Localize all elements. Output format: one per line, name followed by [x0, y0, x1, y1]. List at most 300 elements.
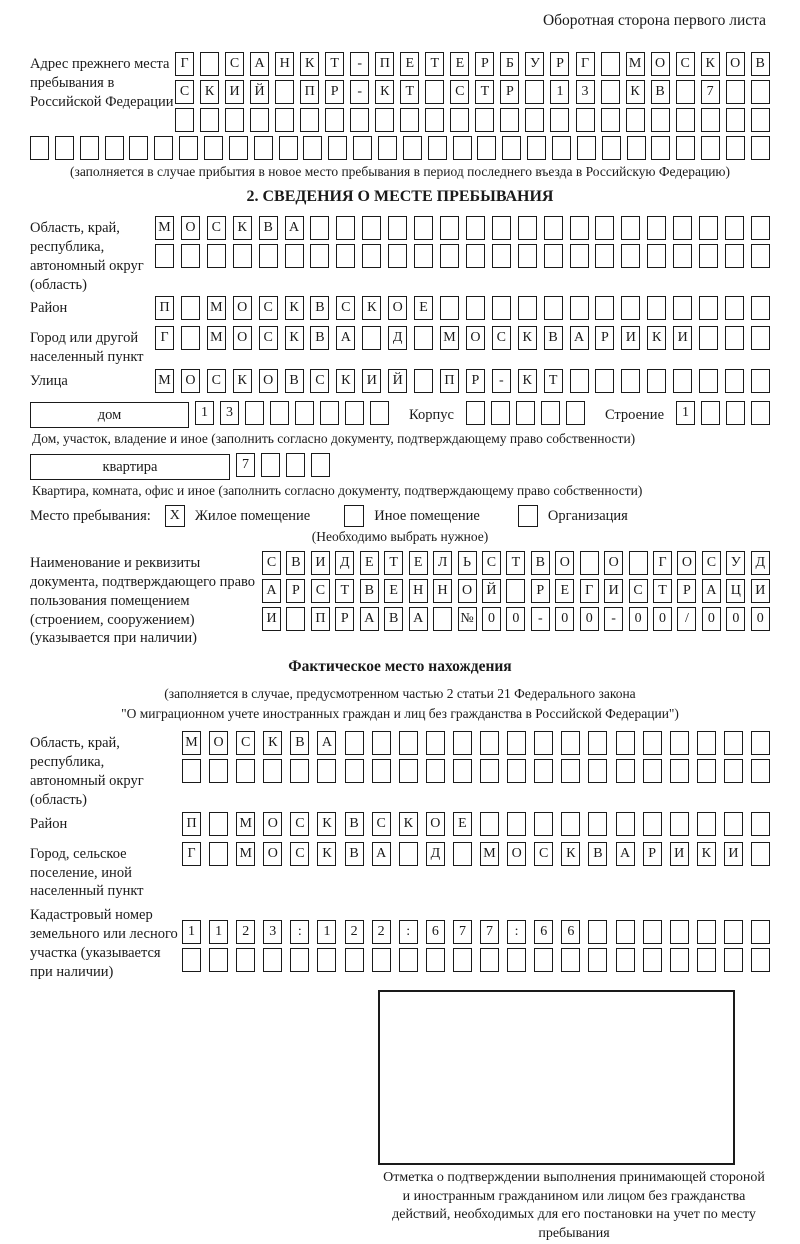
form-cell[interactable]: Ь: [458, 551, 477, 575]
form-cell[interactable]: [399, 842, 418, 866]
form-cell[interactable]: [751, 731, 770, 755]
form-cell[interactable]: [453, 759, 472, 783]
form-cell[interactable]: [588, 731, 607, 755]
form-cell[interactable]: А: [360, 607, 379, 631]
form-cell[interactable]: [588, 812, 607, 836]
form-cell[interactable]: [699, 244, 718, 268]
form-cell[interactable]: Р: [466, 369, 485, 393]
form-cell[interactable]: Г: [576, 52, 595, 76]
form-cell[interactable]: [466, 296, 485, 320]
form-cell[interactable]: [475, 108, 494, 132]
form-cell[interactable]: [209, 842, 228, 866]
form-cell[interactable]: Е: [384, 579, 403, 603]
form-cell[interactable]: [440, 296, 459, 320]
form-cell[interactable]: [518, 244, 537, 268]
form-cell[interactable]: [155, 244, 174, 268]
form-cell[interactable]: С: [336, 296, 355, 320]
form-cell[interactable]: О: [677, 551, 696, 575]
form-cell[interactable]: В: [384, 607, 403, 631]
form-cell[interactable]: [325, 108, 344, 132]
form-cell[interactable]: [285, 244, 304, 268]
form-cell[interactable]: М: [155, 216, 174, 240]
form-cell[interactable]: [601, 108, 620, 132]
form-cell[interactable]: К: [518, 369, 537, 393]
form-cell[interactable]: К: [399, 812, 418, 836]
form-cell[interactable]: П: [155, 296, 174, 320]
form-cell[interactable]: [751, 296, 770, 320]
form-cell[interactable]: [699, 216, 718, 240]
form-cell[interactable]: [651, 136, 670, 160]
form-cell[interactable]: Б: [500, 52, 519, 76]
form-cell[interactable]: [303, 136, 322, 160]
form-cell[interactable]: [492, 244, 511, 268]
form-cell[interactable]: С: [676, 52, 695, 76]
form-cell[interactable]: [525, 80, 544, 104]
form-cell[interactable]: А: [317, 731, 336, 755]
form-cell[interactable]: [30, 136, 49, 160]
form-cell[interactable]: Н: [409, 579, 428, 603]
form-cell[interactable]: [345, 731, 364, 755]
form-cell[interactable]: [570, 369, 589, 393]
form-cell[interactable]: [350, 108, 369, 132]
form-cell[interactable]: [570, 296, 589, 320]
form-cell[interactable]: И: [262, 607, 281, 631]
form-cell[interactable]: [362, 326, 381, 350]
form-cell[interactable]: [673, 244, 692, 268]
form-cell[interactable]: [697, 920, 716, 944]
form-cell[interactable]: :: [399, 920, 418, 944]
form-cell[interactable]: К: [285, 296, 304, 320]
form-cell[interactable]: [414, 326, 433, 350]
form-cell[interactable]: [286, 453, 305, 477]
form-cell[interactable]: Р: [531, 579, 550, 603]
form-cell[interactable]: Р: [550, 52, 569, 76]
form-cell[interactable]: 0: [482, 607, 501, 631]
form-cell[interactable]: [428, 136, 447, 160]
form-cell[interactable]: [621, 296, 640, 320]
form-cell[interactable]: [602, 136, 621, 160]
form-cell[interactable]: Д: [388, 326, 407, 350]
form-cell[interactable]: [414, 369, 433, 393]
form-cell[interactable]: [561, 731, 580, 755]
form-cell[interactable]: 0: [555, 607, 574, 631]
form-cell[interactable]: К: [285, 326, 304, 350]
form-cell[interactable]: [676, 108, 695, 132]
form-cell[interactable]: [263, 948, 282, 972]
form-cell[interactable]: [182, 948, 201, 972]
form-cell[interactable]: [570, 244, 589, 268]
form-cell[interactable]: 0: [629, 607, 648, 631]
form-cell[interactable]: С: [450, 80, 469, 104]
form-cell[interactable]: С: [492, 326, 511, 350]
form-cell[interactable]: У: [726, 551, 745, 575]
form-cell[interactable]: [270, 401, 289, 425]
form-cell[interactable]: 0: [653, 607, 672, 631]
form-cell[interactable]: [673, 216, 692, 240]
form-cell[interactable]: [453, 948, 472, 972]
form-cell[interactable]: Р: [595, 326, 614, 350]
form-cell[interactable]: М: [182, 731, 201, 755]
form-cell[interactable]: Е: [555, 579, 574, 603]
form-cell[interactable]: Н: [275, 52, 294, 76]
form-cell[interactable]: -: [492, 369, 511, 393]
form-cell[interactable]: К: [317, 842, 336, 866]
form-cell[interactable]: -: [604, 607, 623, 631]
form-cell[interactable]: [233, 244, 252, 268]
form-cell[interactable]: [310, 244, 329, 268]
form-cell[interactable]: А: [372, 842, 391, 866]
form-cell[interactable]: Г: [580, 579, 599, 603]
form-cell[interactable]: К: [200, 80, 219, 104]
form-cell[interactable]: -: [350, 80, 369, 104]
form-cell[interactable]: 0: [702, 607, 721, 631]
form-cell[interactable]: [480, 731, 499, 755]
form-cell[interactable]: [204, 136, 223, 160]
apartment-box[interactable]: квартира: [30, 454, 230, 480]
form-cell[interactable]: [336, 244, 355, 268]
form-cell[interactable]: Р: [286, 579, 305, 603]
form-cell[interactable]: [595, 369, 614, 393]
form-cell[interactable]: [353, 136, 372, 160]
form-cell[interactable]: О: [233, 326, 252, 350]
form-cell[interactable]: О: [604, 551, 623, 575]
form-cell[interactable]: [699, 296, 718, 320]
form-cell[interactable]: В: [310, 326, 329, 350]
form-cell[interactable]: [179, 136, 198, 160]
form-cell[interactable]: [726, 401, 745, 425]
form-cell[interactable]: /: [677, 607, 696, 631]
form-cell[interactable]: В: [259, 216, 278, 240]
form-cell[interactable]: 0: [751, 607, 770, 631]
form-cell[interactable]: [726, 108, 745, 132]
form-cell[interactable]: [616, 948, 635, 972]
form-cell[interactable]: [527, 136, 546, 160]
form-cell[interactable]: [751, 80, 770, 104]
form-cell[interactable]: О: [458, 579, 477, 603]
form-cell[interactable]: [561, 759, 580, 783]
form-cell[interactable]: [399, 948, 418, 972]
form-cell[interactable]: [724, 948, 743, 972]
form-cell[interactable]: [261, 453, 280, 477]
form-cell[interactable]: [453, 842, 472, 866]
checkbox-residential[interactable]: X: [165, 505, 185, 527]
form-cell[interactable]: 1: [317, 920, 336, 944]
form-cell[interactable]: К: [336, 369, 355, 393]
form-cell[interactable]: [506, 579, 525, 603]
form-cell[interactable]: [595, 296, 614, 320]
form-cell[interactable]: К: [263, 731, 282, 755]
form-cell[interactable]: Л: [433, 551, 452, 575]
form-cell[interactable]: А: [285, 216, 304, 240]
form-cell[interactable]: А: [616, 842, 635, 866]
form-cell[interactable]: И: [362, 369, 381, 393]
form-cell[interactable]: [426, 759, 445, 783]
form-cell[interactable]: [751, 369, 770, 393]
house-box[interactable]: дом: [30, 402, 189, 428]
form-cell[interactable]: [229, 136, 248, 160]
form-cell[interactable]: М: [155, 369, 174, 393]
form-cell[interactable]: [290, 948, 309, 972]
form-cell[interactable]: [534, 812, 553, 836]
form-cell[interactable]: [544, 244, 563, 268]
form-cell[interactable]: [570, 216, 589, 240]
form-cell[interactable]: 0: [506, 607, 525, 631]
form-cell[interactable]: Е: [360, 551, 379, 575]
form-cell[interactable]: [507, 759, 526, 783]
form-cell[interactable]: О: [259, 369, 278, 393]
form-cell[interactable]: Д: [335, 551, 354, 575]
form-cell[interactable]: [275, 108, 294, 132]
form-cell[interactable]: [300, 108, 319, 132]
form-cell[interactable]: О: [507, 842, 526, 866]
form-cell[interactable]: П: [440, 369, 459, 393]
form-cell[interactable]: С: [225, 52, 244, 76]
form-cell[interactable]: [621, 369, 640, 393]
form-cell[interactable]: О: [263, 842, 282, 866]
form-cell[interactable]: [751, 759, 770, 783]
form-cell[interactable]: 6: [561, 920, 580, 944]
form-cell[interactable]: С: [259, 326, 278, 350]
form-cell[interactable]: [725, 244, 744, 268]
form-cell[interactable]: [225, 108, 244, 132]
form-cell[interactable]: [751, 812, 770, 836]
form-cell[interactable]: [182, 759, 201, 783]
form-cell[interactable]: [701, 136, 720, 160]
form-cell[interactable]: [697, 812, 716, 836]
form-cell[interactable]: Е: [414, 296, 433, 320]
form-cell[interactable]: [502, 136, 521, 160]
form-cell[interactable]: М: [207, 326, 226, 350]
form-cell[interactable]: [626, 108, 645, 132]
form-cell[interactable]: [699, 369, 718, 393]
form-cell[interactable]: 1: [550, 80, 569, 104]
form-cell[interactable]: А: [570, 326, 589, 350]
form-cell[interactable]: И: [311, 551, 330, 575]
form-cell[interactable]: 0: [580, 607, 599, 631]
form-cell[interactable]: [629, 551, 648, 575]
form-cell[interactable]: О: [263, 812, 282, 836]
form-cell[interactable]: :: [290, 920, 309, 944]
form-cell[interactable]: [670, 731, 689, 755]
form-cell[interactable]: В: [285, 369, 304, 393]
form-cell[interactable]: [724, 920, 743, 944]
form-cell[interactable]: Г: [155, 326, 174, 350]
form-cell[interactable]: Г: [653, 551, 672, 575]
form-cell[interactable]: [433, 607, 452, 631]
form-cell[interactable]: И: [673, 326, 692, 350]
form-cell[interactable]: 2: [345, 920, 364, 944]
form-cell[interactable]: Т: [653, 579, 672, 603]
form-cell[interactable]: [311, 453, 330, 477]
form-cell[interactable]: [453, 136, 472, 160]
form-cell[interactable]: [561, 948, 580, 972]
form-cell[interactable]: [507, 812, 526, 836]
form-cell[interactable]: [576, 108, 595, 132]
form-cell[interactable]: [414, 216, 433, 240]
form-cell[interactable]: [492, 296, 511, 320]
form-cell[interactable]: И: [724, 842, 743, 866]
form-cell[interactable]: С: [290, 812, 309, 836]
form-cell[interactable]: 2: [236, 920, 255, 944]
form-cell[interactable]: [751, 136, 770, 160]
form-cell[interactable]: [588, 920, 607, 944]
form-cell[interactable]: Й: [388, 369, 407, 393]
form-cell[interactable]: [500, 108, 519, 132]
form-cell[interactable]: [673, 296, 692, 320]
form-cell[interactable]: [466, 401, 485, 425]
checkbox-organization[interactable]: [518, 505, 538, 527]
form-cell[interactable]: К: [701, 52, 720, 76]
form-cell[interactable]: [245, 401, 264, 425]
form-cell[interactable]: [154, 136, 173, 160]
form-cell[interactable]: [701, 108, 720, 132]
form-cell[interactable]: К: [518, 326, 537, 350]
form-cell[interactable]: 7: [701, 80, 720, 104]
form-cell[interactable]: [320, 401, 339, 425]
form-cell[interactable]: Т: [425, 52, 444, 76]
form-cell[interactable]: [724, 731, 743, 755]
form-cell[interactable]: А: [262, 579, 281, 603]
form-cell[interactable]: [577, 136, 596, 160]
form-cell[interactable]: [129, 136, 148, 160]
form-cell[interactable]: С: [702, 551, 721, 575]
form-cell[interactable]: К: [233, 369, 252, 393]
form-cell[interactable]: [453, 731, 472, 755]
form-cell[interactable]: [388, 244, 407, 268]
form-cell[interactable]: [286, 607, 305, 631]
form-cell[interactable]: С: [207, 369, 226, 393]
form-cell[interactable]: [466, 244, 485, 268]
form-cell[interactable]: О: [181, 369, 200, 393]
form-cell[interactable]: [105, 136, 124, 160]
form-cell[interactable]: [544, 216, 563, 240]
form-cell[interactable]: [541, 401, 560, 425]
form-cell[interactable]: 1: [195, 401, 214, 425]
form-cell[interactable]: [425, 80, 444, 104]
form-cell[interactable]: 1: [676, 401, 695, 425]
form-cell[interactable]: Е: [453, 812, 472, 836]
form-cell[interactable]: [440, 244, 459, 268]
form-cell[interactable]: [516, 401, 535, 425]
form-cell[interactable]: И: [604, 579, 623, 603]
form-cell[interactable]: -: [531, 607, 550, 631]
form-cell[interactable]: В: [544, 326, 563, 350]
form-cell[interactable]: [200, 52, 219, 76]
form-cell[interactable]: [595, 216, 614, 240]
form-cell[interactable]: 6: [534, 920, 553, 944]
form-cell[interactable]: Г: [175, 52, 194, 76]
form-cell[interactable]: [725, 296, 744, 320]
form-cell[interactable]: Е: [450, 52, 469, 76]
form-cell[interactable]: П: [375, 52, 394, 76]
form-cell[interactable]: [207, 244, 226, 268]
form-cell[interactable]: С: [311, 579, 330, 603]
form-cell[interactable]: [372, 948, 391, 972]
form-cell[interactable]: О: [209, 731, 228, 755]
form-cell[interactable]: [751, 948, 770, 972]
form-cell[interactable]: [209, 759, 228, 783]
form-cell[interactable]: [525, 108, 544, 132]
form-cell[interactable]: [616, 920, 635, 944]
form-cell[interactable]: [616, 759, 635, 783]
form-cell[interactable]: С: [482, 551, 501, 575]
form-cell[interactable]: [616, 812, 635, 836]
form-cell[interactable]: С: [236, 731, 255, 755]
form-cell[interactable]: К: [626, 80, 645, 104]
form-cell[interactable]: Г: [182, 842, 201, 866]
form-cell[interactable]: М: [207, 296, 226, 320]
form-cell[interactable]: [627, 136, 646, 160]
form-cell[interactable]: Е: [409, 551, 428, 575]
form-cell[interactable]: [209, 948, 228, 972]
form-cell[interactable]: [552, 136, 571, 160]
form-cell[interactable]: С: [534, 842, 553, 866]
form-cell[interactable]: Т: [384, 551, 403, 575]
form-cell[interactable]: [480, 948, 499, 972]
form-cell[interactable]: 1: [209, 920, 228, 944]
form-cell[interactable]: Д: [751, 551, 770, 575]
form-cell[interactable]: 3: [576, 80, 595, 104]
form-cell[interactable]: О: [726, 52, 745, 76]
form-cell[interactable]: Й: [482, 579, 501, 603]
form-cell[interactable]: [701, 401, 720, 425]
form-cell[interactable]: С: [262, 551, 281, 575]
form-cell[interactable]: №: [458, 607, 477, 631]
form-cell[interactable]: [643, 920, 662, 944]
form-cell[interactable]: [726, 80, 745, 104]
form-cell[interactable]: [507, 948, 526, 972]
form-cell[interactable]: [290, 759, 309, 783]
form-cell[interactable]: Т: [544, 369, 563, 393]
form-cell[interactable]: А: [250, 52, 269, 76]
form-cell[interactable]: К: [375, 80, 394, 104]
form-cell[interactable]: Т: [335, 579, 354, 603]
form-cell[interactable]: [403, 136, 422, 160]
form-cell[interactable]: [440, 216, 459, 240]
form-cell[interactable]: [310, 216, 329, 240]
form-cell[interactable]: С: [629, 579, 648, 603]
form-cell[interactable]: В: [290, 731, 309, 755]
form-cell[interactable]: [518, 216, 537, 240]
form-cell[interactable]: [209, 812, 228, 836]
form-cell[interactable]: [426, 731, 445, 755]
form-cell[interactable]: [673, 369, 692, 393]
form-cell[interactable]: [561, 812, 580, 836]
form-cell[interactable]: [621, 244, 640, 268]
form-cell[interactable]: О: [181, 216, 200, 240]
form-cell[interactable]: [362, 216, 381, 240]
form-cell[interactable]: [375, 108, 394, 132]
form-cell[interactable]: И: [225, 80, 244, 104]
form-cell[interactable]: [55, 136, 74, 160]
form-cell[interactable]: [751, 108, 770, 132]
form-cell[interactable]: [295, 401, 314, 425]
form-cell[interactable]: [317, 759, 336, 783]
form-cell[interactable]: [507, 731, 526, 755]
form-cell[interactable]: [518, 296, 537, 320]
form-cell[interactable]: [751, 244, 770, 268]
form-cell[interactable]: [647, 216, 666, 240]
form-cell[interactable]: [643, 731, 662, 755]
form-cell[interactable]: М: [626, 52, 645, 76]
form-cell[interactable]: С: [372, 812, 391, 836]
form-cell[interactable]: [534, 759, 553, 783]
form-cell[interactable]: Т: [475, 80, 494, 104]
form-cell[interactable]: И: [670, 842, 689, 866]
form-cell[interactable]: Й: [250, 80, 269, 104]
form-cell[interactable]: [370, 401, 389, 425]
form-cell[interactable]: К: [697, 842, 716, 866]
